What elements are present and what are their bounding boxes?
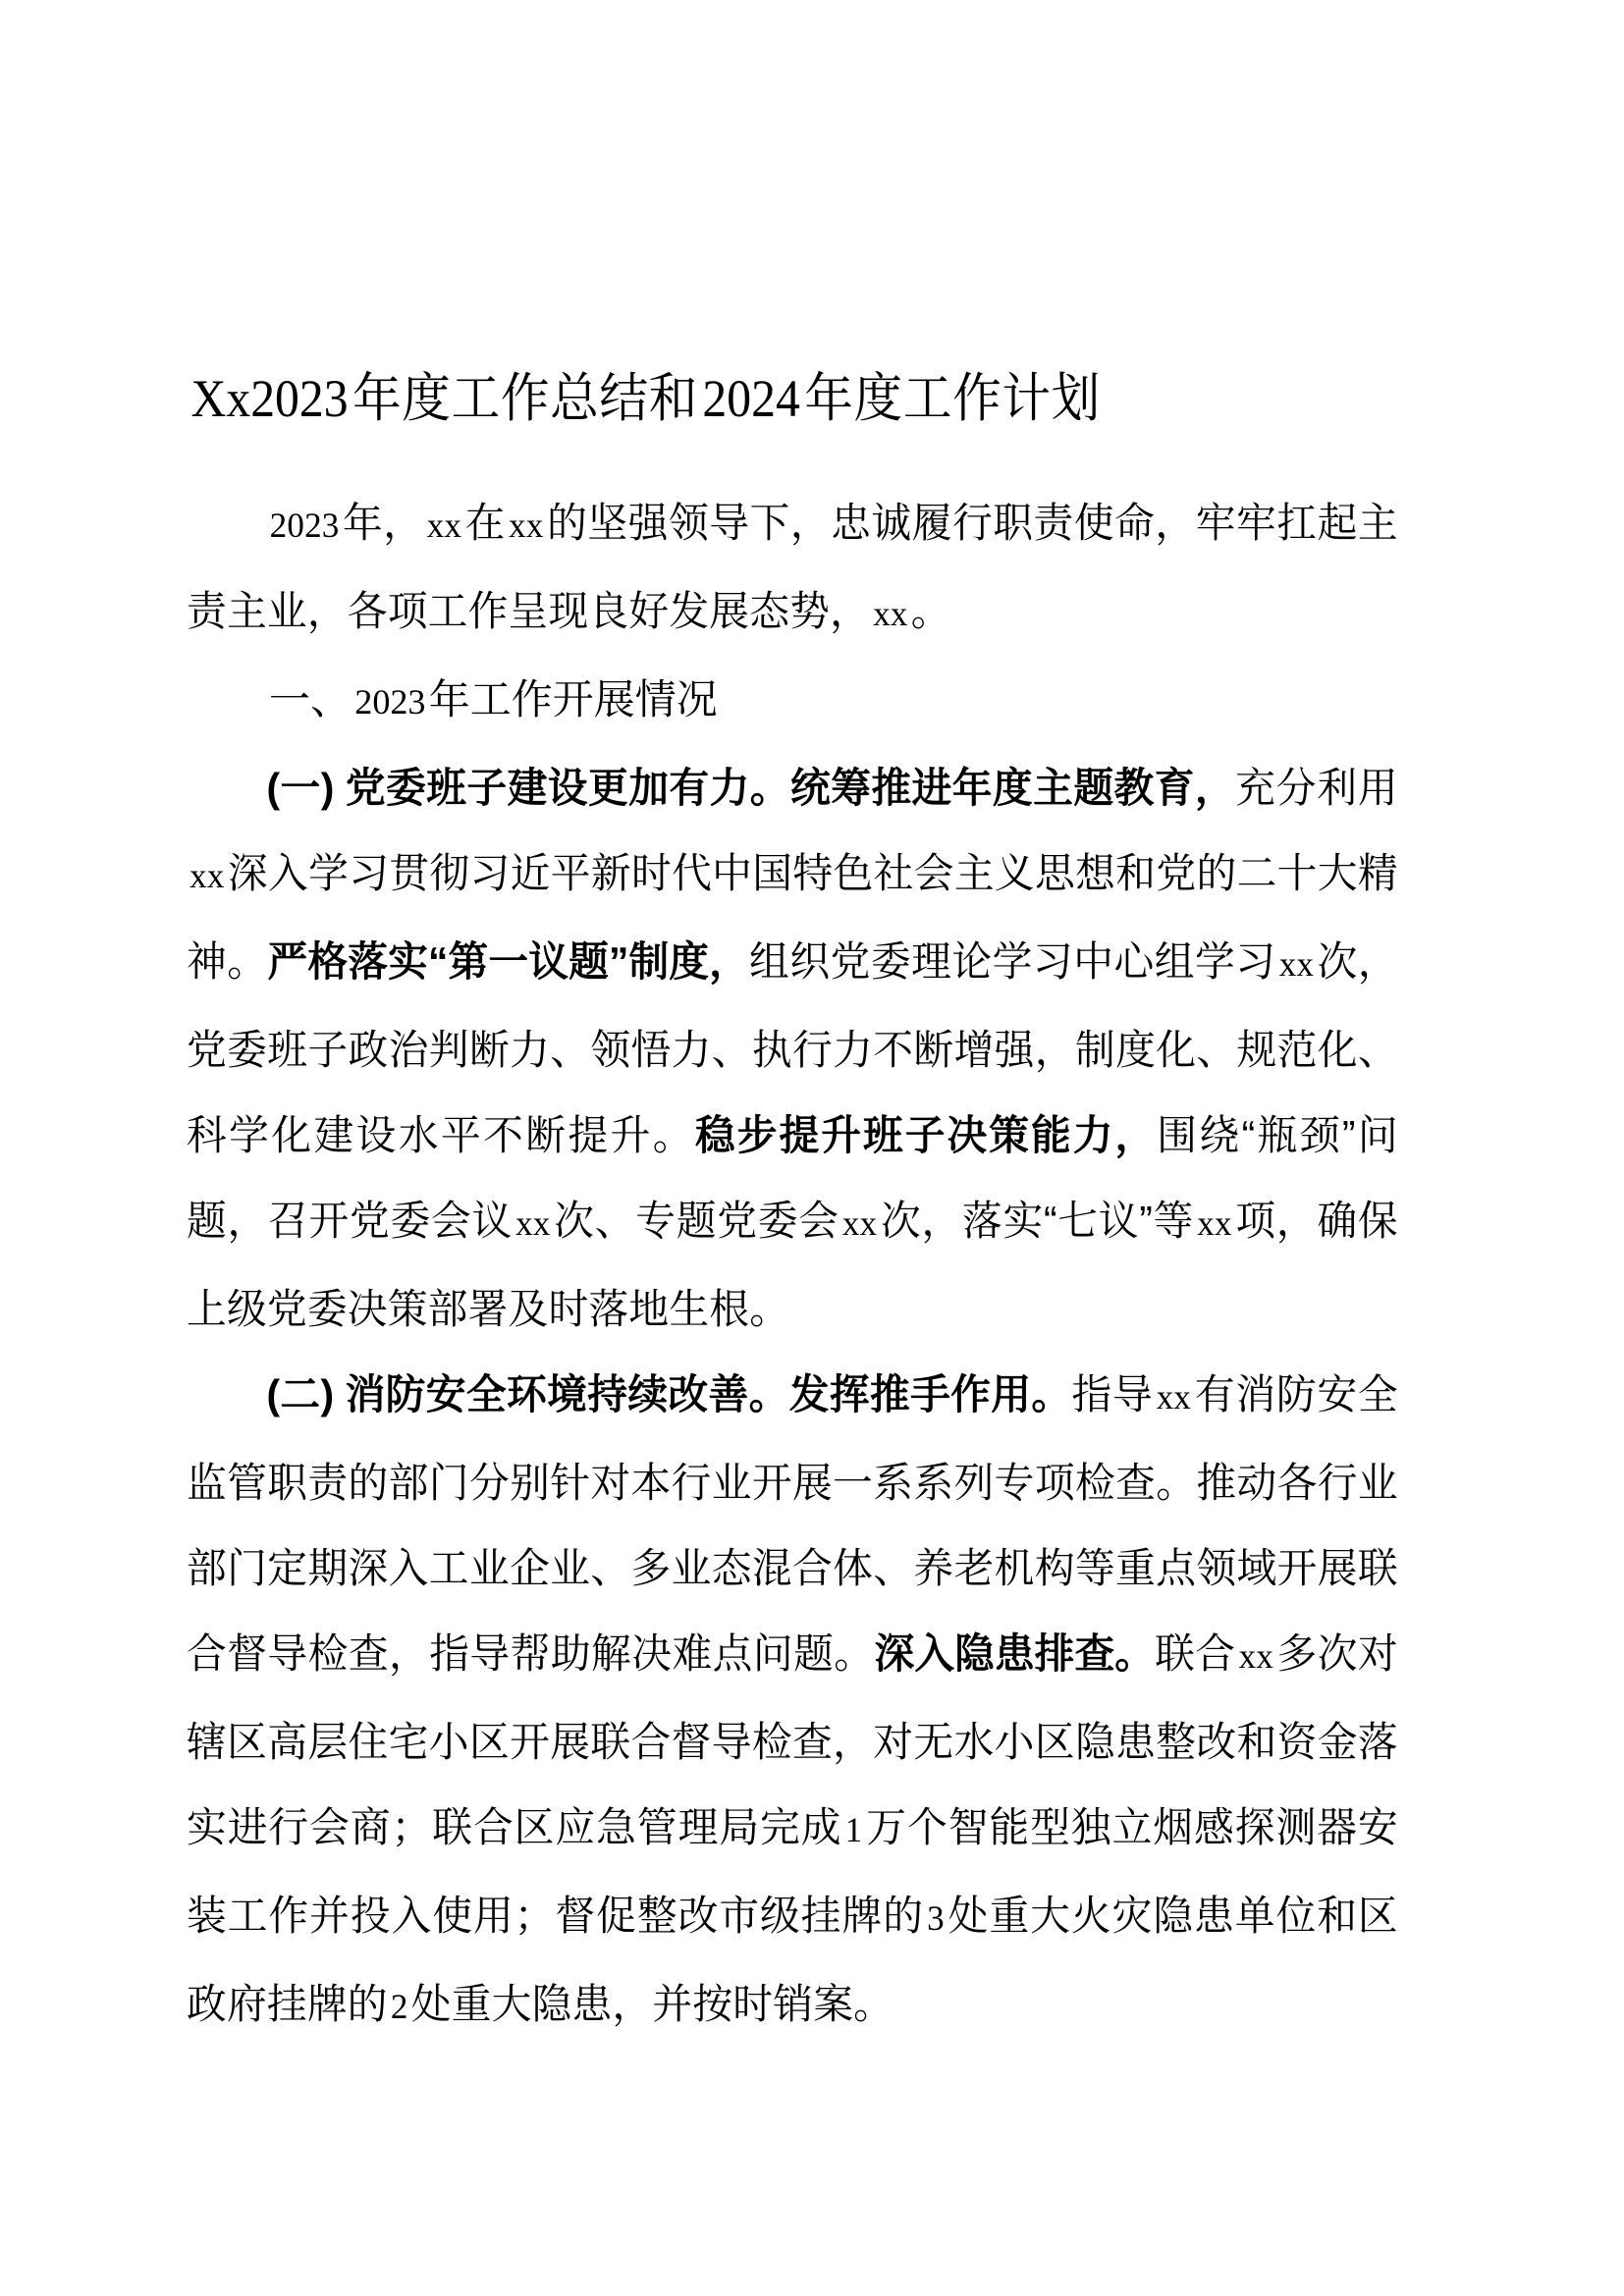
text-run: xx [873, 593, 908, 633]
emphasis-run: (二) [266, 1370, 334, 1417]
page-title [187, 361, 1335, 437]
text-run: 次，党委班子政治判断力、领悟力、执行力不断增强，制度化、规范化、科学化建设水平不断提升。 [187, 937, 1398, 1158]
text-run: 联合 [1155, 1629, 1236, 1677]
emphasis-run: 稳步提升班子决策能力， [694, 1111, 1158, 1158]
text-run: 充分利用 [1235, 764, 1398, 811]
text-run: 指导 [1071, 1370, 1154, 1417]
text-run: xx [1197, 1202, 1232, 1243]
text-run: xx [426, 505, 462, 545]
text-run: 年， [342, 499, 424, 546]
text-run: 深入学习贯彻习近平新时代中国特色社会主义思想和党的二十大精神。 [187, 849, 1398, 985]
text-run: 的坚强领导下，忠诚履行职责使命，牢牢扛起主责主业，各项工作呈现良好发展态势， [187, 499, 1398, 634]
text-run: 处重大火灾隐患单位和区政府挂牌的 [187, 1892, 1398, 2027]
emphasis-run: 党委班子建设更加有力。统筹推进年度主题教育， [334, 764, 1236, 811]
text-run: xx [1156, 1376, 1192, 1416]
text-run: 年度工作总结和 [352, 369, 698, 428]
text-run: 。 [910, 587, 951, 634]
text-run: 在 [464, 499, 506, 546]
text-run: 有消防安全监管职责的部门分别针对本行业开展一系系列专项检查。推动各行业部门定期深入工业企业、多业态混合体、养老机构等重点领域开展联合督导检查，指导帮助解决难点问题。 [187, 1370, 1398, 1677]
text-run: Xx2023 [190, 369, 349, 428]
text-run: 处重大隐患，并按时销案。 [410, 1980, 894, 2027]
document-body [187, 361, 1435, 2050]
text-run: 次，落实“七议”等 [880, 1197, 1195, 1244]
intro-paragraph [187, 480, 1398, 657]
section-heading-one [187, 657, 1435, 745]
text-run: 2023 [269, 505, 340, 545]
text-run: 一、 [269, 675, 352, 722]
text-run: xx [841, 1202, 878, 1243]
text-run: 2024 [702, 369, 800, 428]
text-run: xx [1238, 1635, 1274, 1676]
text-run: xx [1278, 943, 1315, 984]
text-run: 年度工作计划 [804, 369, 1101, 428]
text-run: 组织党委理论学习中心组学习 [749, 937, 1276, 985]
emphasis-run: 消防安全环境持续改善。发挥推手作用。 [333, 1370, 1072, 1417]
emphasis-run: 深入隐患排查。 [874, 1629, 1156, 1677]
emphasis-run: 严格落实“第一议题”制度， [267, 937, 750, 985]
text-run: 年工作开展情况 [428, 675, 718, 722]
text-run: 次、专题党委会 [553, 1197, 839, 1244]
subsection-one [187, 745, 1398, 1352]
text-run: xx [509, 505, 544, 545]
text-run: 万个智能型独立烟感探测器安装工作并投入使用；督促整改市级挂牌的 [187, 1803, 1398, 1939]
text-run: 1 [844, 1809, 863, 1849]
text-run: 项，确保上级党委决策部署及时落地生根。 [187, 1197, 1398, 1332]
emphasis-run: (一) [266, 764, 335, 811]
subsection-two [187, 1352, 1398, 2050]
text-run: 2023 [354, 681, 426, 721]
document-blocks [187, 480, 1435, 2050]
text-run: xx [515, 1202, 551, 1243]
text-run: 2 [390, 1986, 408, 2026]
text-run: 多次对辖区高层住宅小区开展联合督导检查，对无水小区隐患整改和资金落实进行会商；联合区应急管理局完成 [187, 1629, 1398, 1850]
text-run: 3 [927, 1897, 945, 1938]
text-run: 围绕“瓶颈”问题，召开党委会议 [187, 1111, 1398, 1244]
text-run: xx [189, 855, 225, 895]
